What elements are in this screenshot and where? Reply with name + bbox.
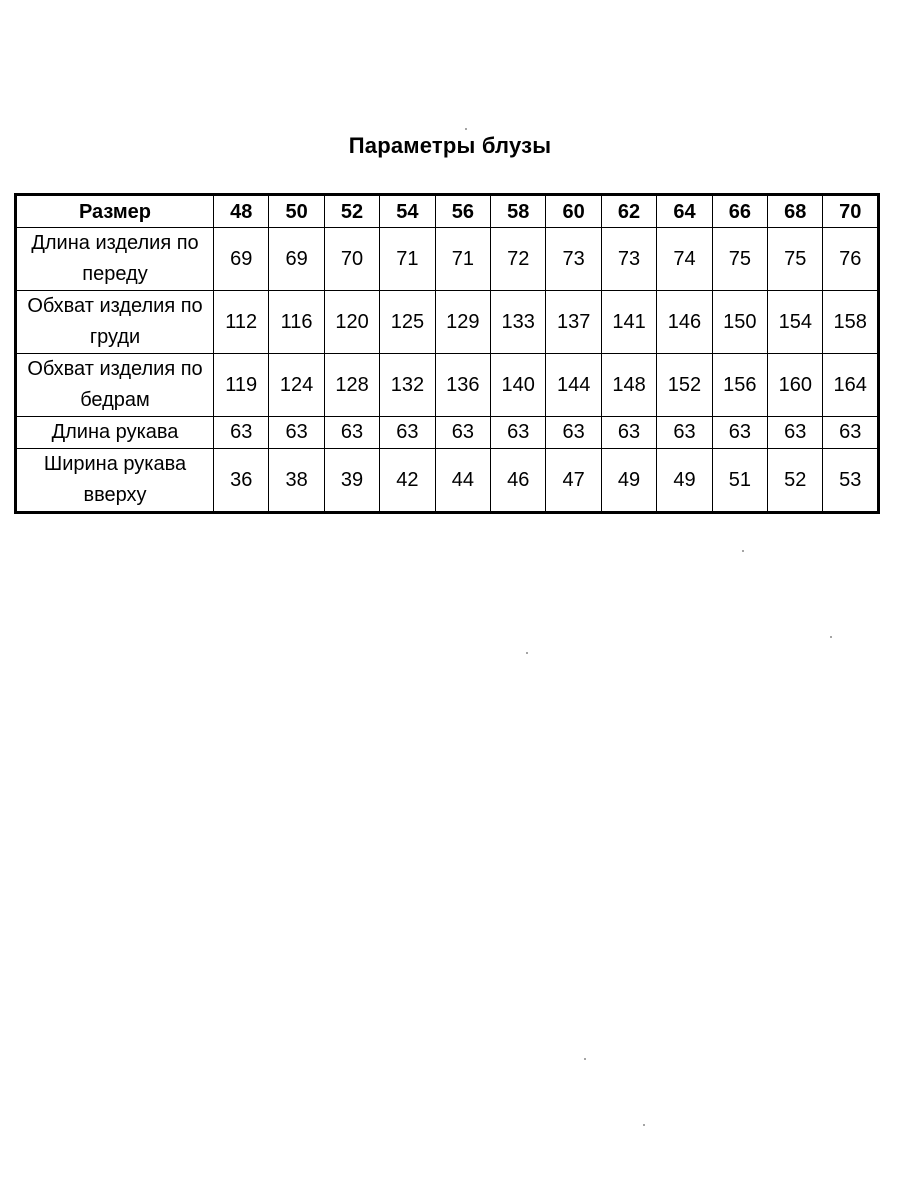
value-cell: 132 xyxy=(380,354,435,417)
value-cell: 63 xyxy=(712,417,767,449)
value-cell: 160 xyxy=(768,354,823,417)
value-cell: 63 xyxy=(601,417,656,449)
scan-speck xyxy=(643,1124,645,1126)
value-cell: 124 xyxy=(269,354,324,417)
value-cell: 133 xyxy=(491,291,546,354)
value-cell: 137 xyxy=(546,291,601,354)
value-cell: 63 xyxy=(491,417,546,449)
value-cell: 70 xyxy=(324,228,379,291)
value-cell: 63 xyxy=(269,417,324,449)
value-cell: 76 xyxy=(823,228,879,291)
value-cell: 150 xyxy=(712,291,767,354)
value-cell: 158 xyxy=(823,291,879,354)
value-cell: 164 xyxy=(823,354,879,417)
row-label: Длина рукава xyxy=(16,417,214,449)
value-cell: 75 xyxy=(768,228,823,291)
scan-speck xyxy=(584,1058,586,1060)
size-cell: 58 xyxy=(491,195,546,228)
value-cell: 69 xyxy=(214,228,269,291)
size-cell: 70 xyxy=(823,195,879,228)
value-cell: 47 xyxy=(546,449,601,513)
header-label-cell: Размер xyxy=(16,195,214,228)
value-cell: 75 xyxy=(712,228,767,291)
size-table-body xyxy=(16,195,879,513)
size-cell: 64 xyxy=(657,195,712,228)
table-row xyxy=(16,228,879,291)
value-cell: 146 xyxy=(657,291,712,354)
value-cell: 42 xyxy=(380,449,435,513)
size-cell: 60 xyxy=(546,195,601,228)
value-cell: 154 xyxy=(768,291,823,354)
size-cell: 48 xyxy=(214,195,269,228)
value-cell: 63 xyxy=(214,417,269,449)
value-cell: 119 xyxy=(214,354,269,417)
value-cell: 148 xyxy=(601,354,656,417)
value-cell: 63 xyxy=(324,417,379,449)
value-cell: 140 xyxy=(491,354,546,417)
value-cell: 53 xyxy=(823,449,879,513)
value-cell: 141 xyxy=(601,291,656,354)
value-cell: 38 xyxy=(269,449,324,513)
scan-speck xyxy=(830,636,832,638)
value-cell: 63 xyxy=(768,417,823,449)
value-cell: 49 xyxy=(657,449,712,513)
page-title: Параметры блузы xyxy=(348,133,552,158)
value-cell: 73 xyxy=(601,228,656,291)
value-cell: 129 xyxy=(435,291,490,354)
size-cell: 66 xyxy=(712,195,767,228)
table-row xyxy=(16,291,879,354)
value-cell: 69 xyxy=(269,228,324,291)
value-cell: 74 xyxy=(657,228,712,291)
size-cell: 50 xyxy=(269,195,324,228)
value-cell: 71 xyxy=(435,228,490,291)
row-label: Обхват изделия по груди xyxy=(16,291,214,354)
value-cell: 73 xyxy=(546,228,601,291)
scan-speck xyxy=(742,550,744,552)
value-cell: 71 xyxy=(380,228,435,291)
scan-speck xyxy=(465,128,467,130)
value-cell: 52 xyxy=(768,449,823,513)
value-cell: 36 xyxy=(214,449,269,513)
value-cell: 63 xyxy=(435,417,490,449)
value-cell: 46 xyxy=(491,449,546,513)
value-cell: 116 xyxy=(269,291,324,354)
size-cell: 56 xyxy=(435,195,490,228)
value-cell: 63 xyxy=(380,417,435,449)
table-row xyxy=(16,354,879,417)
value-cell: 120 xyxy=(324,291,379,354)
value-cell: 125 xyxy=(380,291,435,354)
size-cell: 62 xyxy=(601,195,656,228)
value-cell: 39 xyxy=(324,449,379,513)
scan-speck xyxy=(526,652,528,654)
table-row xyxy=(16,449,879,513)
value-cell: 44 xyxy=(435,449,490,513)
header-row xyxy=(16,195,879,228)
row-label: Обхват изделия по бедрам xyxy=(16,354,214,417)
size-cell: 68 xyxy=(768,195,823,228)
value-cell: 144 xyxy=(546,354,601,417)
value-cell: 63 xyxy=(823,417,879,449)
value-cell: 136 xyxy=(435,354,490,417)
value-cell: 51 xyxy=(712,449,767,513)
value-cell: 152 xyxy=(657,354,712,417)
value-cell: 156 xyxy=(712,354,767,417)
row-label: Длина изделия по переду xyxy=(16,228,214,291)
value-cell: 63 xyxy=(546,417,601,449)
size-table xyxy=(14,193,880,514)
size-cell: 54 xyxy=(380,195,435,228)
value-cell: 49 xyxy=(601,449,656,513)
table-row xyxy=(16,417,879,449)
value-cell: 128 xyxy=(324,354,379,417)
size-cell: 52 xyxy=(324,195,379,228)
value-cell: 72 xyxy=(491,228,546,291)
value-cell: 63 xyxy=(657,417,712,449)
row-label: Ширина рукава вверху xyxy=(16,449,214,513)
value-cell: 112 xyxy=(214,291,269,354)
